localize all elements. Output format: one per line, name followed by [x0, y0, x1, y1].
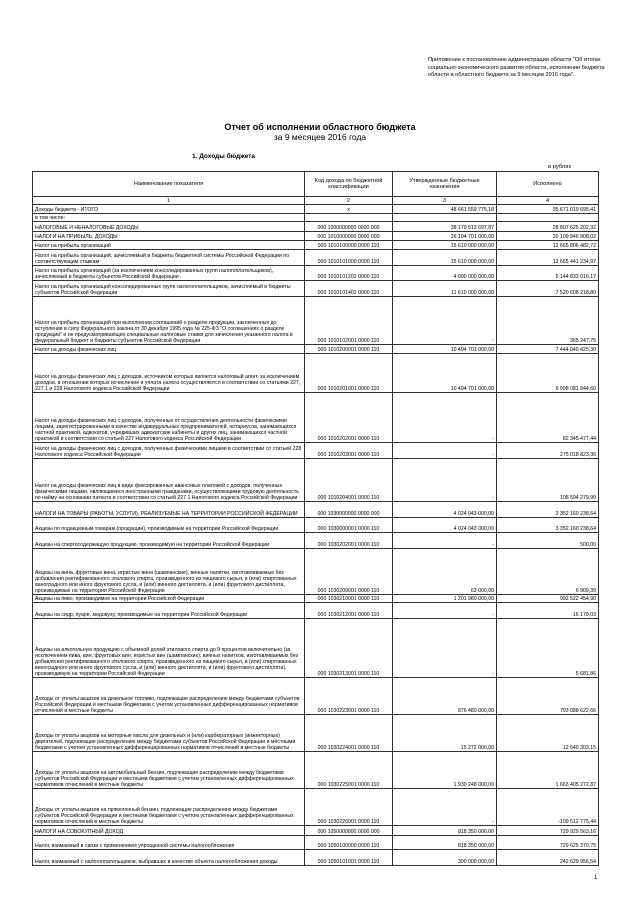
row-name: Налог на прибыль организаций (за исключением консолидированных групп налогоплательщиков), зачисляемый в бюджеты субъектов Российской Федерации	[33, 265, 305, 281]
row-name: Доходы бюджета - ИТОГО	[33, 205, 305, 214]
row-executed: 20 109 846 908,02	[497, 231, 599, 241]
row-code: 000 1030000000 0000 000	[305, 502, 393, 518]
row-executed: 6 998 081 844,60	[497, 353, 599, 392]
row-approved: 300 000 000,00	[393, 849, 497, 865]
table-row	[33, 825, 599, 835]
row-name: Налог на прибыль организаций	[33, 241, 305, 250]
row-executed: 108 594 279,90	[497, 458, 599, 502]
table-row	[33, 849, 599, 865]
row-code: 000 1010201001 0000 110	[305, 353, 393, 392]
table-row	[33, 392, 599, 442]
row-approved: 10 494 701 000,00	[393, 353, 497, 392]
row-approved: 15 272 000,00	[393, 715, 497, 752]
row-name: в том числе:	[33, 213, 305, 221]
row-executed: 3 352 160 238,64	[497, 502, 599, 518]
row-approved: 1 201 980 000,00	[393, 594, 497, 603]
row-approved: 876 480 000,00	[393, 678, 497, 715]
row-code: 000 1030223001 0000 110	[305, 678, 393, 715]
row-executed: 992 522 454,90	[497, 594, 599, 603]
row-code: 000 1010203001 0000 110	[305, 443, 393, 459]
row-approved: 48 661 559 775,18	[393, 205, 497, 214]
row-name: Акцизы на спиртосодержащую продукцию, производимую на территории Российской Федерации	[33, 533, 305, 549]
row-approved: -	[393, 392, 497, 442]
row-approved: 11 610 000 000,00	[393, 281, 497, 297]
units-label: в рублях	[548, 164, 572, 170]
section-heading: 1. Доходы бюджета	[192, 153, 256, 160]
row-executed: 1 663 405 272,87	[497, 751, 599, 788]
table-row	[33, 715, 599, 752]
row-name: Акцизы на вина, фруктовые вина, игристые вина (шампанские), винные напитки, изготавливаемые без добавления ректификованного этилового спирта, произведенного из пищевого сырья, и (или) спиртованных виноградного или иного фруктового сусла, и (или) винного дистиллята, и (или) фруктового дистиллята, производимые на территории Российской Федерации	[33, 548, 305, 594]
table-row	[33, 594, 599, 603]
row-approved: 4 000 000 000,00	[393, 265, 497, 281]
row-approved: -	[393, 533, 497, 549]
row-name: Налог, взимаемый в связи с применением упрощенной системы налогообложения	[33, 835, 305, 849]
row-name: Доходы от уплаты акцизов на автомобильный бензин, подлежащие распределению между бюджетами субъектов Российской Федерации и местными бюджетами с учетом установленных дифференцированных нормативов отчислений в местные бюджеты	[33, 751, 305, 788]
row-approved: 818 350 000,00	[393, 825, 497, 835]
table-row	[33, 281, 599, 297]
row-approved: 4 024 043 000,00	[393, 502, 497, 518]
row-code: 000 1030212001 0000 110	[305, 603, 393, 619]
row-code	[305, 213, 393, 221]
row-name: НАЛОГИ НА ПРИБЫЛЬ, ДОХОДЫ	[33, 231, 305, 241]
report-subtitle: за 9 месяцев 2016 года	[273, 132, 367, 142]
row-approved: 4 024 043 000,00	[393, 517, 497, 533]
col-number: 3	[393, 197, 497, 205]
header-income-code: Код дохода по бюджетной классификации	[305, 172, 393, 197]
row-name: Налог на прибыль организаций при выполнении соглашений о разделе продукции, заключенных до вступления в силу Федерального закона от 30 декабря 1995 года № 225-ФЗ "О соглашениях о разделе продукции" и не предусматривающих специальные налоговые ставки для зачисления указанного налога в федеральный бюджет и бюджеты субъектов Российской Федерации	[33, 296, 305, 344]
row-code: 000 1010100000 0000 110	[305, 241, 393, 250]
row-executed: 82 345 477,44	[497, 392, 599, 442]
row-name: Налог на доходы физических лиц с доходов, источником которых является налоговый агент, за исключением доходов, в отношении которых исчисление и уплата налога осуществляются в соответствии со статьями 227, 227.1 и 228 Налогового кодекса Российской Федерации	[33, 353, 305, 392]
row-name: Акцизы на алкогольную продукцию с объемной долей этилового спирта до 9 процентов включительно (за исключением пива, вин, фруктовых вин, игристых вин (шампанских), винных напитков, изготавливаемых без добавления ректификованного этилового спирта, произведенного из пищевого сырья, и (или) спиртованных виноградного или иного фруктового сусла, и (или) винного дистиллята, и (или) фруктового дистиллята), производимую на территории Российской Федерации	[33, 619, 305, 678]
row-executed: 7 444 040 425,30	[497, 344, 599, 353]
row-executed: 365 247,75	[497, 296, 599, 344]
table-row	[33, 443, 599, 459]
table-row	[33, 502, 599, 518]
row-approved: 63 000,00	[393, 548, 497, 594]
report-title: Отчет об исполнении областного бюджета	[224, 122, 416, 132]
row-code: x	[305, 205, 393, 214]
row-name: Налог на доходы физических лиц	[33, 344, 305, 353]
row-executed: 242 629 956,54	[497, 849, 599, 865]
row-code: 000 1030000001 0000 110	[305, 517, 393, 533]
row-code: 000 1030225001 0000 110	[305, 751, 393, 788]
row-approved: 818 350 000,00	[393, 835, 497, 849]
row-approved: -	[393, 603, 497, 619]
table-row	[33, 603, 599, 619]
table-row	[33, 678, 599, 715]
row-code: 000 1030202001 0000 110	[305, 533, 393, 549]
row-code: 000 1030224001 0000 110	[305, 715, 393, 752]
appendix-note: Приложение к постановлению администрации области "Об итогах социально-экономического развития области, исполнении бюджета области и областного бюджета за 9 месяцев 2016 года".	[428, 57, 605, 79]
row-code: 000 1010101000 0000 110	[305, 250, 393, 266]
table-row	[33, 296, 599, 344]
row-executed: 12 665 806 482,72	[497, 241, 599, 250]
row-code: 000 1030210001 0000 110	[305, 594, 393, 603]
page-number: 1	[594, 875, 598, 881]
row-code: 000 1050100000 0000 110	[305, 835, 393, 849]
row-code: 000 1010101202 0000 110	[305, 265, 393, 281]
row-approved: -	[393, 296, 497, 344]
row-code: 000 1030209001 0000 110	[305, 548, 393, 594]
row-approved: 26 104 701 000,00	[393, 231, 497, 241]
row-name: Акцизы по подакцизным товарам (продукции), производимым на территории Российской Федерации	[33, 517, 305, 533]
row-name: НАЛОГОВЫЕ И НЕНАЛОГОВЫЕ ДОХОДЫ	[33, 221, 305, 231]
row-code: 000 1000000000 0000 000	[305, 221, 393, 231]
row-executed: 6 909,39	[497, 548, 599, 594]
table-row	[33, 835, 599, 849]
header-executed: Исполнено	[497, 172, 599, 197]
row-approved	[393, 213, 497, 221]
table-row	[33, 458, 599, 502]
row-executed: 5 681,86	[497, 619, 599, 678]
row-approved: 1 930 248 000,00	[393, 751, 497, 788]
row-executed: 3 352 160 238,64	[497, 517, 599, 533]
row-executed	[497, 213, 599, 221]
row-executed: 16 178,03	[497, 603, 599, 619]
row-code: 000 1030213001 0000 110	[305, 619, 393, 678]
row-code: 000 1050000000 0000 000	[305, 825, 393, 835]
row-name: Акцизы на сидр, пуаре, медовуху, производимые на территории Российской Федерации	[33, 603, 305, 619]
row-executed: 5 144 833 016,17	[497, 265, 599, 281]
row-approved: -	[393, 443, 497, 459]
table-row	[33, 205, 599, 214]
table-row	[33, 213, 599, 221]
header-approved: Утвержденные бюджетные назначения	[393, 172, 497, 197]
row-approved: 38 179 513 697,87	[393, 221, 497, 231]
table-row	[33, 241, 599, 250]
row-name: Доходы от уплаты акцизов на моторные масла для дизельных и (или) карбюраторных (инжекторных) двигателей, подлежащие распределению между бюджетами субъектов Российской Федерации и местными бюджетами с учетом установленных дифференцированных нормативов отчислений в местные бюджеты	[33, 715, 305, 752]
row-name: НАЛОГИ НА СОВОКУПНЫЙ ДОХОД	[33, 825, 305, 835]
row-executed: 12 640 303,15	[497, 715, 599, 752]
row-code: 000 1050101001 0000 110	[305, 849, 393, 865]
row-code: 000 1010102001 0000 110	[305, 296, 393, 344]
row-name: Налог на доходы физических лиц с доходов, полученных от осуществления деятельности физическими лицами, зарегистрированными в качестве индивидуальных предпринимателей, нотариусов, занимающихся частной практикой, адвокатов, учредивших адвокатские кабинеты и других лиц, занимающихся частной практикой в соответствии со статьей 227 Налогового кодекса Российской Федерации	[33, 392, 305, 442]
row-executed: 28 807 625 202,32	[497, 221, 599, 231]
row-executed: 500,00	[497, 533, 599, 549]
row-code: 000 1010000000 0000 000	[305, 231, 393, 241]
row-approved: 10 494 701 000,00	[393, 344, 497, 353]
row-code: 000 1010204001 0000 110	[305, 458, 393, 502]
row-approved: -	[393, 619, 497, 678]
row-executed: 729 625 370,75	[497, 835, 599, 849]
row-name: Налог на доходы физических лиц в виде фиксированных авансовых платежей с доходов, полученных физическими лицами, являющимися иностранными гражданами, осуществляющими трудовую деятельность по найму на основании патента в соответствии со статьей 227.1 Налогового кодекса Российской Федерации	[33, 458, 305, 502]
row-executed: 275 018 823,36	[497, 443, 599, 459]
income-table	[32, 171, 599, 866]
table-row	[33, 533, 599, 549]
table-row	[33, 619, 599, 678]
col-number: 1	[33, 197, 305, 205]
column-number-row	[33, 197, 599, 205]
row-name: Налог на прибыль организаций, зачисляемый в бюджеты бюджетной системы Российской Федерации по соответствующим ставкам	[33, 250, 305, 266]
table-row	[33, 548, 599, 594]
row-approved: -	[393, 458, 497, 502]
table-body	[33, 205, 599, 866]
table-row	[33, 344, 599, 353]
table-row	[33, 221, 599, 231]
row-approved: 15 610 000 000,00	[393, 241, 497, 250]
table-row	[33, 265, 599, 281]
table-row	[33, 788, 599, 825]
row-executed: 12 665 441 234,97	[497, 250, 599, 266]
row-code: 000 1010202001 0000 110	[305, 392, 393, 442]
row-approved: 15 610 000 000,00	[393, 250, 497, 266]
row-name: НАЛОГИ НА ТОВАРЫ (РАБОТЫ, УСЛУГИ), РЕАЛИЗУЕМЫЕ НА ТЕРРИТОРИИ РОССИЙСКОЙ ФЕДЕРАЦИИ	[33, 502, 305, 518]
table-row	[33, 517, 599, 533]
row-code: 000 1010200001 0000 110	[305, 344, 393, 353]
row-name: Доходы от уплаты акцизов на прямогонный бензин, подлежащие распределению между бюджетами субъектов Российской Федерации и местными бюджетами с учетом установленных дифференцированных нормативов отчислений в местные бюджеты	[33, 788, 305, 825]
col-number: 4	[497, 197, 599, 205]
row-code: 000 1030226001 0000 110	[305, 788, 393, 825]
row-code: 000 1010101402 0000 110	[305, 281, 393, 297]
table-row	[33, 751, 599, 788]
row-name: Доходы от уплаты акцизов на дизельное топливо, подлежащие распределению между бюджетами субъектов Российской Федерации и местными бюджетами с учетом установленных дифференцированных нормативов отчислений в местные бюджеты	[33, 678, 305, 715]
row-approved: -	[393, 788, 497, 825]
col-number: 2	[305, 197, 393, 205]
table-row	[33, 250, 599, 266]
table-header-row	[33, 172, 599, 197]
row-executed: 7 520 608 218,80	[497, 281, 599, 297]
header-indicator-name: Наименование показателя	[33, 172, 305, 197]
row-executed: 793 088 622,66	[497, 678, 599, 715]
row-name: Акцизы на пиво, производимое на территории Российской Федерации	[33, 594, 305, 603]
row-name: Налог на прибыль организаций консолидированных групп налогоплательщиков, зачисляемый в бюджеты субъектов Российской Федерации	[33, 281, 305, 297]
row-name: Налог на доходы физических лиц с доходов, полученных физическими лицами в соответствии со статьей 228 Налогового кодекса Российской Федерации	[33, 443, 305, 459]
row-executed: 729 929 563,16	[497, 825, 599, 835]
row-name: Налог, взимаемый с налогоплательщиков, выбравших в качестве объекта налогообложения доходы	[33, 849, 305, 865]
row-executed: -109 512 775,44	[497, 788, 599, 825]
row-executed: 35 671 019 695,41	[497, 205, 599, 214]
table-row	[33, 353, 599, 392]
table-row	[33, 231, 599, 241]
